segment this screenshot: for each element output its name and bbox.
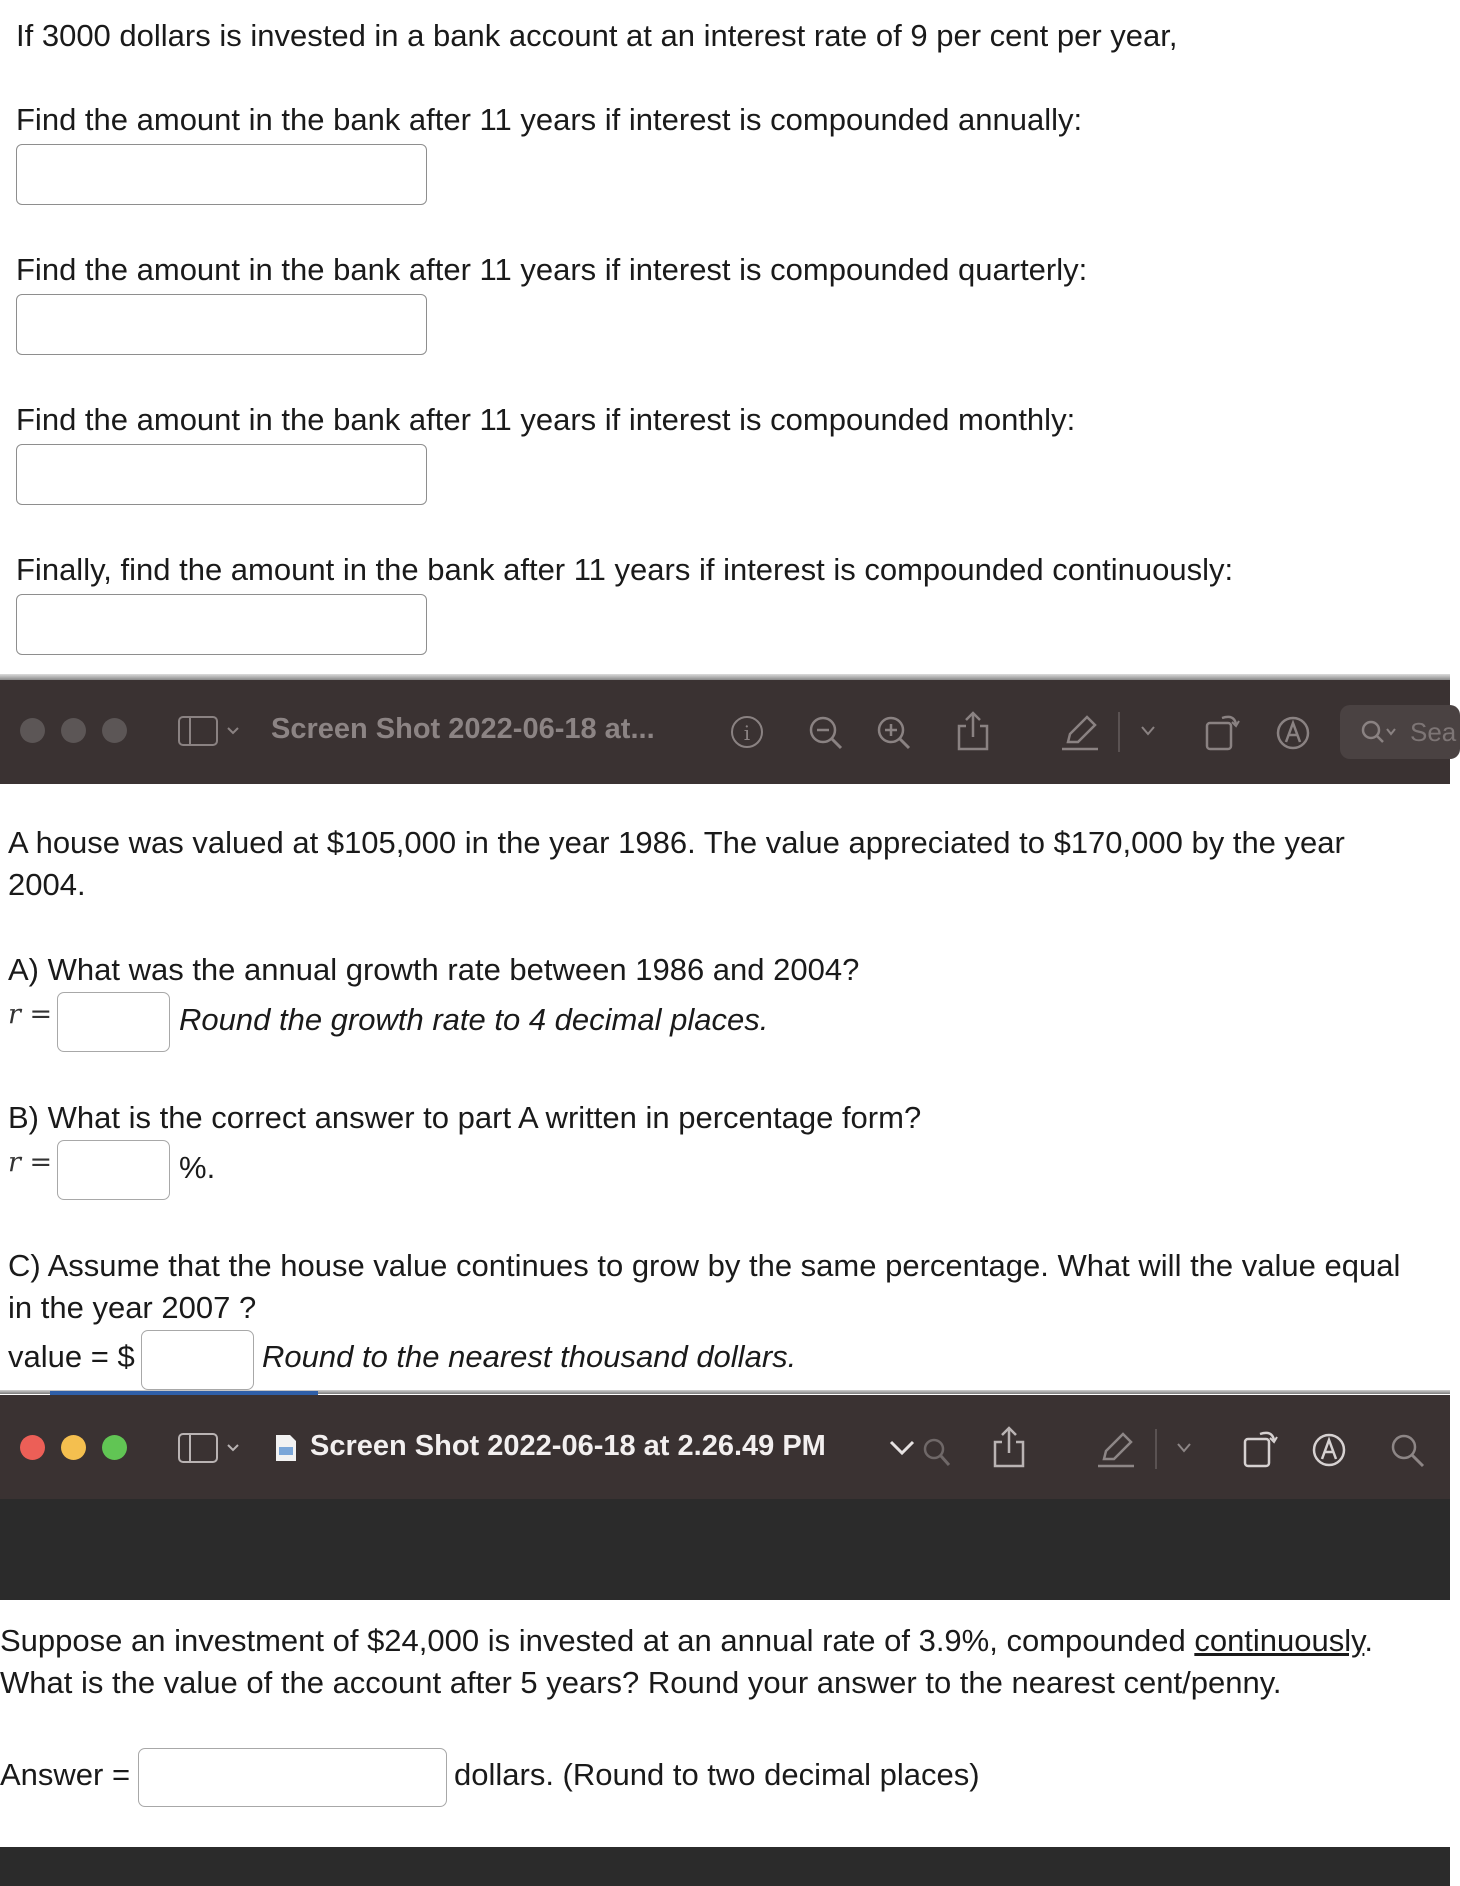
r-label-a: r = [8, 999, 53, 1030]
rotate-icon[interactable] [1204, 710, 1240, 752]
problem3-intro-line1 [0, 1620, 1373, 1662]
future-value-input[interactable] [141, 1330, 254, 1390]
growth-rate-input[interactable] [57, 992, 170, 1052]
percent-unit: %. [179, 1150, 216, 1185]
close-button[interactable] [20, 718, 45, 743]
markup-pen-icon[interactable] [1096, 1429, 1136, 1469]
answer-input[interactable] [138, 1748, 447, 1807]
question-a: A) What was the annual growth rate between 1986 and 2004? [8, 952, 860, 987]
search-icon [1360, 719, 1400, 747]
zoom-icon[interactable] [924, 1435, 952, 1469]
problem3-intro-line2: What is the value of the account after 5 years? Round your answer to the nearest cent/penny. [0, 1665, 1282, 1700]
annotate-icon[interactable] [1275, 715, 1311, 751]
question-monthly: Find the amount in the bank after 11 years if interest is compounded monthly: [16, 402, 1076, 437]
zoom-button[interactable] [102, 718, 127, 743]
dark-band [0, 1499, 1450, 1600]
percentage-input[interactable] [57, 1140, 170, 1200]
search-field[interactable] [1340, 705, 1460, 759]
continuously-link[interactable]: continuously [1194, 1623, 1365, 1658]
zoom-out-icon[interactable] [808, 715, 844, 751]
hint-a: Round the growth rate to 4 decimal places. [179, 1002, 769, 1037]
question-annual: Find the amount in the bank after 11 years if interest is compounded annually: [16, 102, 1083, 137]
svg-text:i: i [743, 721, 751, 745]
chevron-down-icon[interactable] [888, 1439, 916, 1457]
preview-toolbar-inactive [0, 680, 1457, 784]
toolbar-divider [1118, 712, 1120, 752]
question-c: C) Assume that the house value continues to grow by the same percentage. What will the value equal in the year 2007 ? [8, 1248, 1401, 1325]
preview-toolbar-active [0, 1395, 1450, 1499]
problem2-intro: A house was valued at $105,000 in the year 1986. The value appreciated to $170,000 by the year 2004. [8, 825, 1345, 902]
share-icon[interactable] [992, 1425, 1026, 1469]
answer-suffix: dollars. (Round to two decimal places) [454, 1757, 980, 1792]
sidebar-toggle-icon[interactable] [178, 1433, 240, 1463]
rotate-icon[interactable] [1242, 1425, 1278, 1469]
chevron-down-icon[interactable] [1176, 1442, 1192, 1454]
sidebar-toggle-icon[interactable] [178, 716, 240, 746]
minimize-button[interactable] [61, 718, 86, 743]
answer-annual-input[interactable] [16, 144, 427, 205]
info-icon[interactable] [730, 715, 764, 749]
answer-monthly-input[interactable] [16, 444, 427, 505]
markup-pen-icon[interactable] [1060, 712, 1100, 752]
answer-label: Answer = [0, 1757, 131, 1792]
hint-c: Round to the nearest thousand dollars. [262, 1339, 797, 1374]
close-button[interactable] [20, 1435, 45, 1460]
share-icon[interactable] [956, 710, 990, 752]
zoom-in-icon[interactable] [876, 715, 912, 751]
problem3-intro-period: . [1364, 1623, 1373, 1658]
value-label: value = $ [8, 1339, 135, 1374]
toolbar-divider [1155, 1429, 1157, 1469]
search-placeholder: Sea [1410, 717, 1457, 747]
zoom-button[interactable] [102, 1435, 127, 1460]
dark-band-bottom [0, 1847, 1450, 1886]
document-title[interactable]: Screen Shot 2022-06-18 at... [271, 713, 655, 745]
document-title[interactable]: Screen Shot 2022-06-18 at 2.26.49 PM [310, 1430, 826, 1462]
annotate-icon[interactable] [1311, 1432, 1347, 1468]
question-b: B) What is the correct answer to part A written in percentage form? [8, 1100, 922, 1135]
question-quarterly: Find the amount in the bank after 11 years if interest is compounded quarterly: [16, 252, 1088, 287]
r-label-b: r = [8, 1147, 53, 1178]
problem3-intro-text: Suppose an investment of $24,000 is invested at an annual rate of 3.9%, compounded [0, 1623, 1195, 1658]
answer-continuous-input[interactable] [16, 594, 427, 655]
answer-quarterly-input[interactable] [16, 294, 427, 355]
document-icon [274, 1433, 298, 1463]
minimize-button[interactable] [61, 1435, 86, 1460]
chevron-down-icon[interactable] [1140, 725, 1156, 737]
problem1-intro: If 3000 dollars is invested in a bank account at an interest rate of 9 per cent per year, [16, 18, 1178, 53]
search-icon[interactable] [1390, 1433, 1426, 1469]
question-continuous: Finally, find the amount in the bank after 11 years if interest is compounded continuously: [16, 552, 1234, 587]
